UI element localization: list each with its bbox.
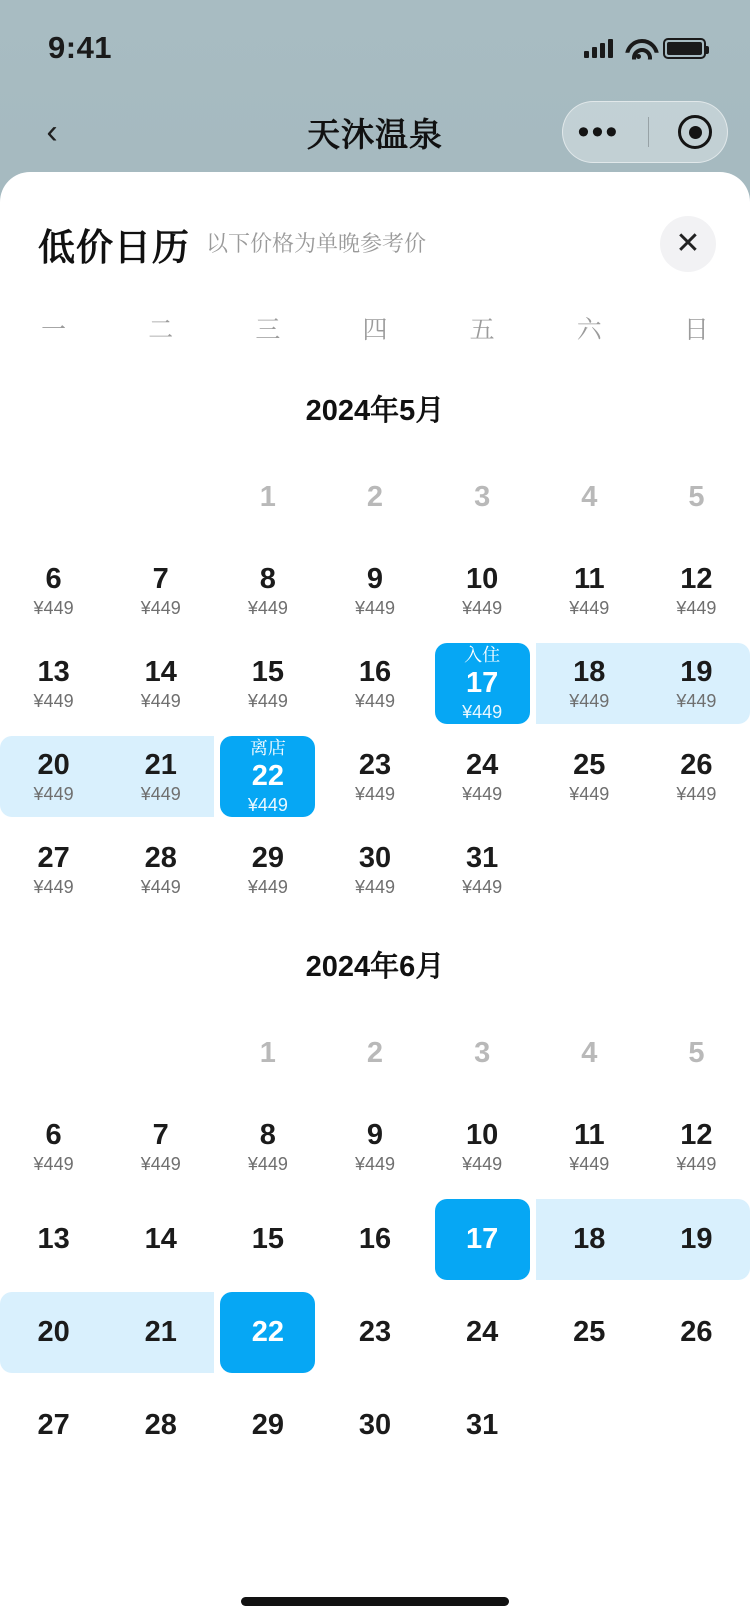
weekday-label: 六 [576,316,602,344]
capsule-divider [648,117,649,147]
calendar-day-cell[interactable] [536,1286,643,1379]
weekday-header [0,288,750,360]
day-content [252,1224,284,1256]
day-content [248,1120,288,1174]
day-content [680,1224,712,1256]
day-price: ¥449 [33,691,74,712]
day-number: 17 [466,1222,499,1255]
calendar-day-cell[interactable] [643,1100,750,1193]
calendar-day-cell[interactable] [0,823,107,916]
calendar-day-cell [643,451,750,544]
day-number: 29 [251,1408,284,1441]
weekday-label: 四 [362,316,388,344]
day-content [37,1317,69,1349]
day-price: ¥449 [247,598,288,619]
calendar-day-cell[interactable] [107,1286,214,1379]
day-price: ¥449 [33,598,74,619]
back-button[interactable]: ‹ [46,112,58,151]
day-content [676,750,716,804]
day-number: 28 [144,841,177,874]
sheet-header [0,172,750,288]
day-number: 23 [358,1315,392,1348]
day-number: 20 [37,748,70,781]
day-content [248,843,288,897]
calendar-day-cell [429,1007,536,1100]
day-number: 18 [573,1222,606,1255]
day-number: 19 [680,1222,713,1255]
calendar-day-cell[interactable] [0,730,107,823]
month-title: 2024年6月 [305,951,445,983]
day-number: 24 [466,1315,499,1348]
calendar-day-cell[interactable] [536,1100,643,1193]
calendar-day-cell [214,451,321,544]
day-content [474,482,490,514]
day-price: ¥449 [140,784,181,805]
day-content [676,564,716,618]
day-number: 5 [688,480,705,513]
calendar-day-cell[interactable] [321,1193,428,1286]
day-number: 25 [573,1315,606,1348]
calendar-day-cell[interactable] [0,1193,107,1286]
calendar-day-cell[interactable] [429,730,536,823]
calendar-day-cell[interactable] [536,1193,643,1286]
day-price: ¥449 [462,1154,503,1175]
day-number: 13 [37,1222,70,1255]
day-content [252,1317,284,1349]
nav-bar [0,96,750,168]
day-number: 2 [366,480,384,513]
day-number: 18 [573,655,606,688]
day-price: ¥449 [247,691,288,712]
day-content [141,843,181,897]
calendar-day-cell[interactable] [214,823,321,916]
day-content [34,750,74,804]
day-number: 20 [37,1315,70,1348]
calendar-day-cell[interactable] [321,544,428,637]
month-title: 2024年5月 [305,395,445,427]
calendar-day-cell[interactable] [107,730,214,823]
day-number: 1 [259,1036,276,1069]
day-price: ¥449 [247,1154,288,1175]
day-number: 21 [144,1315,177,1348]
calendar-day-cell[interactable] [429,1379,536,1472]
day-price: ¥449 [569,1154,610,1175]
day-content [462,564,502,618]
calendar-day-cell[interactable] [107,544,214,637]
day-content [359,1317,391,1349]
weekday-label: 二 [148,316,174,344]
page-title: 天沐温泉 [307,115,443,153]
day-content [260,482,276,514]
day-content [355,657,395,711]
calendar-day-cell[interactable] [429,1193,536,1286]
calendar-day-cell[interactable] [214,730,321,823]
day-price: ¥449 [462,598,503,619]
day-number: 23 [358,748,392,781]
day-content [355,564,395,618]
sheet-title: 低价日历 [38,227,190,268]
status-time: 9:41 [48,30,113,65]
calendar-day-cell[interactable] [0,1100,107,1193]
day-content [676,1120,716,1174]
day-content [462,646,502,722]
day-price: ¥449 [354,598,396,619]
day-number: 10 [466,562,499,595]
day-content [462,750,502,804]
day-number: 6 [45,1118,62,1151]
day-content [252,1410,284,1442]
calendar-day-cell[interactable] [107,1379,214,1472]
day-content [688,1038,704,1070]
day-content [355,750,395,804]
day-number: 1 [259,480,276,513]
day-content [474,1038,490,1070]
calendar-day-cell[interactable] [429,544,536,637]
day-content [466,1410,498,1442]
low-price-calendar-sheet [0,172,750,1624]
day-number: 8 [259,1118,276,1151]
calendar-day-cell[interactable] [429,1286,536,1379]
day-content [355,1120,395,1174]
day-number: 28 [144,1408,177,1441]
day-content [145,1317,177,1349]
day-price: ¥449 [569,691,610,712]
day-content [248,564,288,618]
day-price: ¥449 [33,877,74,898]
calendar-day-cell[interactable] [321,730,428,823]
calendar-day-cell [536,451,643,544]
day-content [141,750,181,804]
calendar-day-cell[interactable] [214,1193,321,1286]
day-number: 27 [37,841,70,874]
day-number: 9 [366,1118,384,1151]
day-number: 4 [581,1036,598,1069]
day-content [34,564,74,618]
day-content [141,564,181,618]
day-number: 5 [688,1036,705,1069]
day-number: 2 [366,1036,384,1069]
day-content [141,1120,181,1174]
day-content [248,657,288,711]
day-price: ¥449 [676,1154,717,1175]
day-number: 31 [466,1408,499,1441]
day-price: ¥449 [354,1154,396,1175]
day-content [248,739,288,815]
mini-program-capsule[interactable] [562,101,728,163]
day-number: 30 [358,841,392,874]
calendar-day-cell[interactable] [214,1100,321,1193]
weekday-label: 五 [469,316,495,344]
day-price: ¥449 [354,877,396,898]
day-price: ¥449 [247,795,288,816]
day-number: 7 [152,562,169,595]
status-icons [584,38,706,59]
calendar-day-cell[interactable] [0,544,107,637]
target-icon[interactable] [678,115,712,149]
day-content [676,657,716,711]
calendar-day-cell [643,1007,750,1100]
day-price: ¥449 [676,598,717,619]
month-grid [0,1007,750,1472]
calendar-day-cell[interactable] [429,823,536,916]
calendar-day-cell [536,1007,643,1100]
day-number: 4 [581,480,598,513]
day-price: ¥449 [247,877,288,898]
calendar-day-cell[interactable] [321,823,428,916]
calendar-day-cell[interactable] [0,1286,107,1379]
signal-icon [584,38,613,58]
calendar-day-cell[interactable] [214,637,321,730]
calendar-day-cell[interactable] [107,1100,214,1193]
day-content [145,1410,177,1442]
day-content [367,482,383,514]
calendar-day-cell[interactable] [321,637,428,730]
day-number: 10 [466,1118,499,1151]
day-content [34,843,74,897]
calendar-day-cell[interactable] [214,1379,321,1472]
calendar-day-cell[interactable] [107,823,214,916]
day-number: 15 [251,655,284,688]
day-number: 29 [251,841,284,874]
day-number: 7 [152,1118,169,1151]
day-content [367,1038,383,1070]
day-content [359,1224,391,1256]
day-content [569,1120,609,1174]
day-number: 11 [573,1118,605,1151]
day-price: ¥449 [140,877,181,898]
weekday-label: 一 [41,316,67,344]
day-content [581,482,597,514]
day-content [37,1224,69,1256]
calendar-day-cell[interactable] [0,637,107,730]
day-number: 6 [45,562,62,595]
day-price: ¥449 [354,691,396,712]
day-number: 3 [474,1036,491,1069]
day-content [569,657,609,711]
calendar-day-cell[interactable] [643,1286,750,1379]
calendar-day-cell[interactable] [429,1100,536,1193]
calendar-day-cell[interactable] [107,1193,214,1286]
day-number: 22 [251,759,284,792]
day-content [141,657,181,711]
day-content [573,1317,605,1349]
day-price: ¥449 [354,784,396,805]
day-number: 30 [358,1408,392,1441]
calendar-day-cell [214,1007,321,1100]
calendar-day-cell[interactable] [107,637,214,730]
day-number: 24 [466,748,499,781]
day-number: 22 [251,1315,284,1348]
calendar-day-cell[interactable] [536,730,643,823]
day-tag-label: 入住 [464,644,501,665]
day-price: ¥449 [462,702,503,723]
day-content [688,482,704,514]
calendar-day-cell[interactable] [643,637,750,730]
calendar-day-cell[interactable] [214,544,321,637]
day-number: 15 [251,1222,284,1255]
day-price: ¥449 [140,691,181,712]
day-content [466,1224,498,1256]
day-price: ¥449 [140,1154,181,1175]
day-price: ¥449 [676,691,717,712]
day-number: 12 [680,1118,713,1151]
day-content [462,843,502,897]
day-number: 13 [37,655,70,688]
day-content [260,1038,276,1070]
day-price: ¥449 [462,784,503,805]
day-number: 31 [466,841,499,874]
weekday-label: 日 [683,316,709,344]
day-number: 26 [680,1315,713,1348]
calendar-day-cell[interactable] [643,544,750,637]
close-icon[interactable]: ✕ [660,216,716,272]
more-dots-icon[interactable]: ••• [577,112,620,151]
calendar-day-cell[interactable] [0,1379,107,1472]
day-number: 14 [144,655,177,688]
home-indicator [241,1597,509,1606]
day-number: 14 [144,1222,177,1255]
day-content [466,1317,498,1349]
calendar-day-cell[interactable] [321,1286,428,1379]
day-number: 25 [573,748,606,781]
day-price: ¥449 [140,598,181,619]
day-number: 16 [358,655,392,688]
calendar-day-cell[interactable] [536,544,643,637]
sheet-subtitle: 以下价格为单晚参考价 [206,231,427,256]
calendar-day-cell[interactable] [321,1379,428,1472]
day-number: 27 [37,1408,70,1441]
day-content [573,1224,605,1256]
weekday-label: 三 [255,316,281,344]
day-number: 8 [259,562,276,595]
status-bar [0,0,750,96]
day-price: ¥449 [462,877,503,898]
day-content [462,1120,502,1174]
day-price: ¥449 [676,784,717,805]
day-content [359,1410,391,1442]
battery-icon [663,38,706,59]
day-content [569,750,609,804]
calendar-day-cell[interactable] [536,637,643,730]
day-content [34,657,74,711]
calendar-day-cell[interactable] [321,1100,428,1193]
day-number: 9 [366,562,384,595]
day-number: 26 [680,748,713,781]
wifi-icon [625,39,651,58]
calendar-day-cell [429,451,536,544]
calendar-day-cell [321,451,428,544]
day-number: 19 [680,655,713,688]
day-number: 11 [573,562,605,595]
calendar-day-cell[interactable] [214,1286,321,1379]
day-content [355,843,395,897]
day-price: ¥449 [569,784,610,805]
day-tag-label: 离店 [249,737,286,758]
calendar-day-cell [321,1007,428,1100]
day-number: 17 [466,666,499,699]
day-number: 12 [680,562,713,595]
calendar-day-cell[interactable] [643,1193,750,1286]
day-content [581,1038,597,1070]
calendar-scroll-area[interactable] [0,360,750,1617]
day-content [145,1224,177,1256]
day-number: 16 [358,1222,392,1255]
day-number: 21 [144,748,177,781]
day-price: ¥449 [33,1154,74,1175]
day-content [680,1317,712,1349]
calendar-day-cell[interactable] [643,730,750,823]
calendar-day-cell[interactable] [429,637,536,730]
day-content [37,1410,69,1442]
day-number: 3 [474,480,491,513]
day-price: ¥449 [33,784,74,805]
day-content [569,564,609,618]
day-content [34,1120,74,1174]
day-price: ¥449 [569,598,610,619]
month-grid [0,451,750,916]
